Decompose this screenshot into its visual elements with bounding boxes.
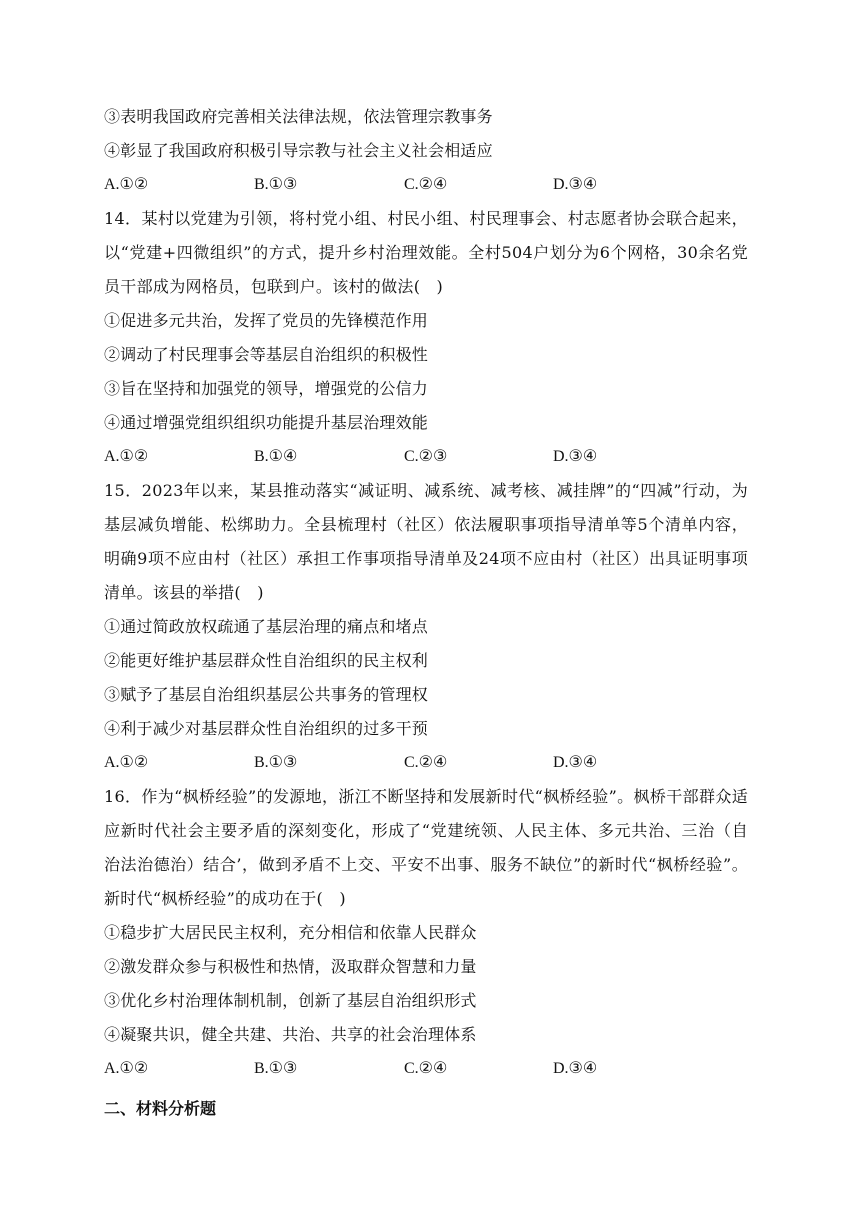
statement-2: ②激发群众参与积极性和热情，汲取群众智慧和力量 bbox=[104, 957, 477, 976]
statement-4: ④彰显了我国政府积极引导宗教与社会主义社会相适应 bbox=[104, 141, 493, 160]
answer-options bbox=[104, 440, 748, 474]
option-a: A.①② bbox=[104, 754, 149, 771]
question-14 bbox=[104, 202, 748, 474]
option-d: D.③④ bbox=[553, 176, 598, 193]
option-d: D.③④ bbox=[553, 1060, 598, 1077]
statement-3: ③优化乡村治理体制机制，创新了基层自治组织形式 bbox=[104, 991, 477, 1010]
option-a: A.①② bbox=[104, 448, 149, 465]
question-stem: 14．某村以党建为引领，将村党小组、村民小组、村民理事会、村志愿者协会联合起来，以“党建+四微组织”的方式，提升乡村治理效能。全村504户划分为6个网格，30余名党员干部成为网格员，包联到户。该村的做法( ) bbox=[104, 209, 748, 296]
option-d: D.③④ bbox=[553, 448, 598, 465]
option-a: A.①② bbox=[104, 1060, 149, 1077]
option-c: C.②③ bbox=[404, 448, 448, 465]
option-b: B.①③ bbox=[254, 1060, 298, 1077]
option-c: C.②④ bbox=[404, 754, 448, 771]
statement-4: ④通过增强党组织组织功能提升基层治理效能 bbox=[104, 413, 429, 432]
answer-options bbox=[104, 168, 748, 202]
statement-3: ③赋予了基层自治组织基层公共事务的管理权 bbox=[104, 685, 429, 704]
statement-2: ②能更好维护基层群众性自治组织的民主权利 bbox=[104, 651, 429, 670]
statement-4: ④利于减少对基层群众性自治组织的过多干预 bbox=[104, 719, 429, 738]
answer-options bbox=[104, 746, 748, 780]
statement-4: ④凝聚共识，健全共建、共治、共享的社会治理体系 bbox=[104, 1025, 477, 1044]
statement-2: ②调动了村民理事会等基层自治组织的积极性 bbox=[104, 345, 429, 364]
question-stem: 16．作为“枫桥经验”的发源地，浙江不断坚持和发展新时代“枫桥经验”。枫桥干部群众适应新时代社会主要矛盾的深刻变化，形成了“党建统领、人民主体、多元共治、三治（自治法治德治）结合’，做到矛盾不上交、平安不出事、服务不缺位”的新时代“枫桥经验”。新时代“枫桥经验”的成功在于( ) bbox=[104, 787, 748, 908]
section-heading: 二、材料分析题 bbox=[104, 1099, 217, 1118]
option-a: A.①② bbox=[104, 176, 149, 193]
question-13-tail bbox=[104, 100, 748, 202]
statement-1: ①促进多元共治，发挥了党员的先锋模范作用 bbox=[104, 311, 429, 330]
option-c: C.②④ bbox=[404, 176, 448, 193]
answer-options bbox=[104, 1052, 748, 1086]
statement-3: ③表明我国政府完善相关法律法规，依法管理宗教事务 bbox=[104, 107, 493, 126]
option-c: C.②④ bbox=[404, 1060, 448, 1077]
exam-page bbox=[104, 100, 748, 1126]
question-stem: 15．2023年以来，某县推动落实“减证明、减系统、减考核、减挂牌”的“四减”行动，为基层减负增能、松绑助力。全县梳理村（社区）依法履职事项指导清单等5个清单内容，明确9项不应由村（社区）承担工作事项指导清单及24项不应由村（社区）出具证明事项清单。该县的举措( ) bbox=[104, 481, 748, 602]
statement-3: ③旨在坚持和加强党的领导，增强党的公信力 bbox=[104, 379, 429, 398]
question-15 bbox=[104, 474, 748, 780]
option-b: B.①③ bbox=[254, 176, 298, 193]
option-b: B.①④ bbox=[254, 448, 298, 465]
question-16 bbox=[104, 780, 748, 1086]
statement-1: ①稳步扩大居民民主权利，充分相信和依靠人民群众 bbox=[104, 923, 477, 942]
option-d: D.③④ bbox=[553, 754, 598, 771]
statement-1: ①通过简政放权疏通了基层治理的痛点和堵点 bbox=[104, 617, 429, 636]
option-b: B.①③ bbox=[254, 754, 298, 771]
